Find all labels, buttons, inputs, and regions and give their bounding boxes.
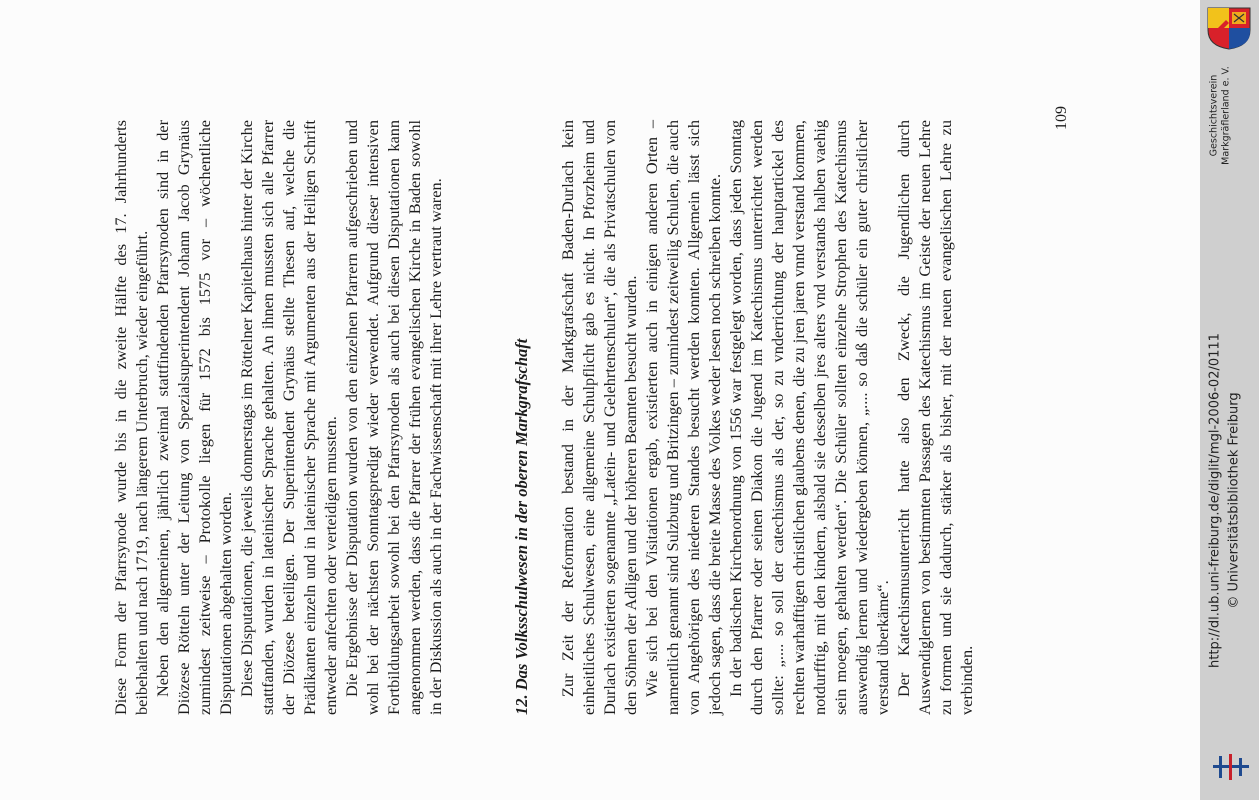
viewer-sidebar	[1200, 0, 1259, 800]
society-name-line-1: Geschichtsverein	[1208, 74, 1219, 156]
sidebar-rotated-text	[1200, 0, 1259, 800]
paragraph: Neben den allgemeinen, jährlich zweimal stattfindenden Pfarrsynoden sind in der Diözese Rötteln unter der Leitung von Spezialsuperintendent Johann Jacob Grynäus zumindest zeitweise – Protokolle liegen für 1572 bis 1575 vor – wöchentliche Disputationen abgehalten worden.	[153, 120, 235, 715]
society-name-line-2: Markgräflerland e. V.	[1220, 65, 1231, 165]
page-number: 109	[1053, 106, 1070, 130]
text-column-1	[110, 120, 446, 715]
section-heading: 12. Das Volksschulwesen in der oberen Markgrafschaft	[512, 338, 531, 715]
paragraph: Der Katechismusunterricht hatte also den Zweck, die Jugendlichen durch Auswendiglernen von bestimmten Passagen des Katechismus im Geiste der neuen Lehre zu formen und sie dadurch, stärker als bisher, mit der neuen evangelischen Lehre zu verbinden.	[894, 120, 976, 715]
coat-of-arms-logo	[1206, 6, 1252, 50]
paragraph: Diese Form der Pfarrsynode wurde bis in die zweite Hälfte des 17. Jahrhunderts beibehalten und nach 1719, nach längerem Unterbruch, wieder eingeführt.	[111, 120, 151, 715]
society-name	[1208, 40, 1232, 190]
permalink-url[interactable]: http://dl.ub.uni-freiburg.de/diglit/mgl-2006-02/0111	[1207, 332, 1222, 668]
ub-freiburg-logo	[1209, 752, 1253, 782]
copyright-notice: © Universitätsbibliothek Freiburg	[1226, 391, 1241, 609]
paragraph: Die Ergebnisse der Disputation wurden von den einzelnen Pfarrern aufgeschrieben und wohl bei der nächsten Sonntagspredigt wieder verwendet. Aufgrund dieser intensiven Fortbildungsarbeit sowohl bei den Pfarrsynoden als auch bei diesen Disputationen kann angenommen werden, dass die Pfarrer der frühen evangelischen Kirche in Baden sowohl in der Diskussion als auch in der Fachwissenschaft mit ihrer Lehre vertraut waren.	[342, 120, 445, 715]
text-column-2	[557, 120, 977, 715]
paragraph: Diese Disputationen, die jeweils donnerstags im Röttelner Kapitelhaus hinter der Kirche stattfanden, wurden in lateinischer Sprache gehalten. An ihnen mussten sich alle Pfarrer der Diözese beteiligen. Der Superintendent Grynäus stellte Thesen auf, welche die Prädikanten einzeln und in lateinischer Sprache mit Argumenten aus der Heiligen Schrift entweder anfechten oder verteidigen mussten.	[237, 120, 340, 715]
paragraph: Zur Zeit der Reformation bestand in der Markgrafschaft Baden-Durlach kein einheitliches Schulwesen, eine allgemeine Schulpflicht gab es nicht. In Pforzheim und Durlach existierten sogenannte „Latein- und Gelehrtenschulen“, die als Privatschulen von den Söhnen der Adligen und der höheren Beamten besucht wurden.	[558, 120, 640, 715]
paragraph: Wie sich bei den Visitationen ergab, existierten auch in einigen anderen Orten – namentlich genannt sind Sulzburg und Britzingen – zumindest zeitweilig Schulen, die auch von Angehörigen des niederen Standes besucht werden konnten. Allgemein lässt sich jedoch sagen, dass die breite Masse des Volkes weder lesen noch schreiben konnte.	[642, 120, 724, 715]
paragraph: In der badischen Kirchenordnung von 1556 war festgelegt worden, dass jeden Sonntag durch den Pfarrer oder seinen Diakon die Jugend im Katechismus unterrichtet werden sollte: „.... so soll der catechismus als der, so zu vnderrichtung der hauptartickel des rechten warhafftigen christlichen glaubens denen, die zu jren jaren vnnd verstand kommen, notdurfftig, mit den kindern, alsbald sie desselben jres alters vnd verstands halben vaehig sein moegen, gehalten werden“. Die Schüler sollten einzelne Strophen des Katechismus auswendig lernen und wiedergeben können, „.... so daß die schüler ein guter christlicher verstand überkäme“.	[726, 120, 892, 715]
